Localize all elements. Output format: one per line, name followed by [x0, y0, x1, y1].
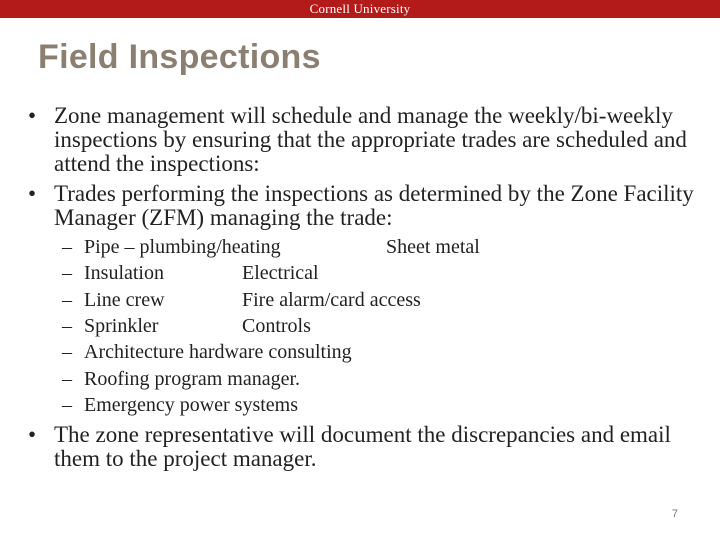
bullet-marker-1: •: [28, 103, 37, 128]
bullet-text-3: The zone representative will document the discrepancies and email them to the project manager.: [54, 422, 671, 471]
page-number: 7: [671, 508, 678, 520]
bullet-marker-2: •: [28, 181, 37, 206]
sub-dash-6: –: [62, 368, 72, 390]
sub-item-4-col2: Controls: [242, 315, 311, 337]
sub-item-7: Emergency power systems: [84, 394, 299, 416]
sub-dash-7: –: [62, 394, 72, 416]
bullet-marker-3: •: [28, 422, 37, 447]
sub-dash-4: –: [62, 315, 72, 337]
sub-item-3: Line crew: [84, 289, 165, 311]
cornell-logo: Cornell University: [309, 1, 411, 16]
sub-dash-5: –: [62, 341, 72, 363]
header-banner: [0, 0, 720, 18]
sub-item-5: Architecture hardware consulting: [84, 341, 352, 363]
sub-dash-1: –: [62, 236, 72, 258]
bullet-text-2: Trades performing the inspections as determined by the Zone Facility Manager (ZFM) managing the trade:: [54, 181, 694, 230]
sub-item-1: Pipe – plumbing/heating: [84, 236, 281, 258]
sub-item-3-col2: Fire alarm/card access: [242, 289, 421, 311]
slide-title: Field Inspections: [38, 38, 321, 76]
sub-item-6: Roofing program manager.: [84, 368, 301, 390]
sub-item-2-col2: Electrical: [242, 262, 319, 284]
sub-item-2: Insulation: [84, 262, 164, 284]
sub-dash-2: –: [62, 262, 72, 284]
sub-item-1-col2: Sheet metal: [386, 236, 480, 258]
bullet-text-1: Zone management will schedule and manage the weekly/bi-weekly inspections by ensuring that the appropriate trades are scheduled and attend the inspections:: [54, 103, 687, 176]
sub-item-4: Sprinkler: [84, 315, 159, 337]
sub-dash-3: –: [62, 289, 72, 311]
